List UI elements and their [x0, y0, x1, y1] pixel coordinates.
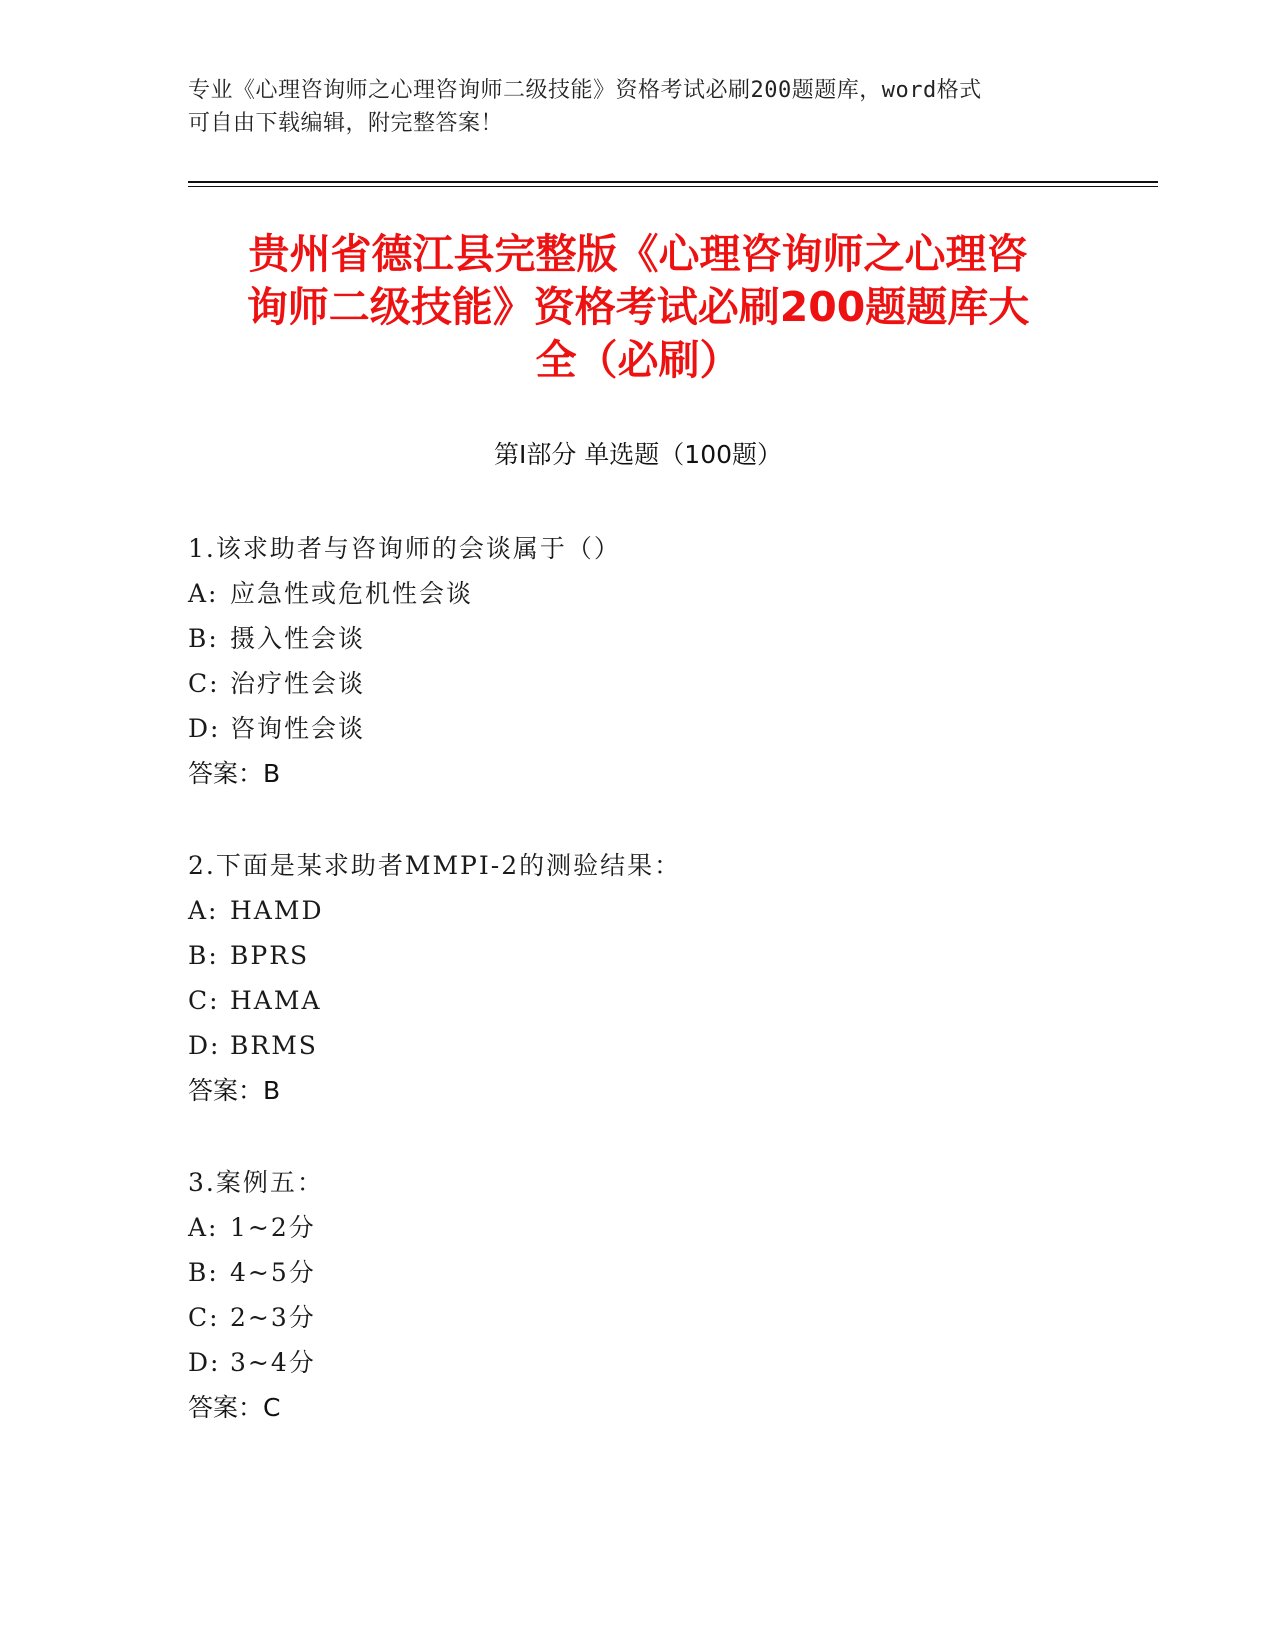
option-text: BPRS: [230, 941, 310, 970]
option-label: B:: [188, 941, 219, 970]
option-b: [188, 1250, 1088, 1295]
question-item: [188, 1160, 1088, 1430]
option-text: 咨询性会谈: [230, 714, 366, 743]
header-note-line-2: 可自由下载编辑，附完整答案！: [188, 111, 504, 136]
option-b: [188, 933, 1088, 978]
answer-line: 答案：C: [188, 1393, 281, 1422]
option-text: 摄入性会谈: [230, 624, 366, 653]
option-text: BRMS: [230, 1031, 318, 1060]
title-line-2: 询师二级技能》资格考试必刷200题题库大: [246, 283, 1030, 331]
option-label: C:: [188, 669, 220, 698]
header-note-line-1: 专业《心理咨询师之心理咨询师二级技能》资格考试必刷200题题库，word格式: [188, 78, 982, 103]
question-item: [188, 526, 1088, 796]
option-text: HAMA: [230, 986, 322, 1015]
title-line-3: 全（必刷）: [535, 336, 741, 384]
question-stem: 1.该求助者与咨询师的会谈属于（）: [188, 534, 621, 563]
option-label: B:: [188, 1258, 219, 1287]
option-c: [188, 661, 1088, 706]
header-divider-thin: [188, 186, 1158, 187]
question-stem: 3.案例五：: [188, 1168, 324, 1197]
option-text: HAMD: [230, 896, 324, 925]
option-label: A:: [188, 896, 219, 925]
option-d: [188, 706, 1088, 751]
option-text: 3~4分: [230, 1348, 316, 1377]
option-text: 4~5分: [230, 1258, 316, 1287]
option-a: [188, 571, 1088, 616]
option-label: D:: [188, 714, 221, 743]
question-item: [188, 843, 1088, 1113]
option-text: 治疗性会谈: [230, 669, 366, 698]
option-b: [188, 616, 1088, 661]
title-line-1: 贵州省德江县完整版《心理咨询师之心理咨: [248, 230, 1028, 278]
header-note: [188, 74, 1068, 140]
option-label: D:: [188, 1348, 221, 1377]
answer-line: 答案：B: [188, 1076, 281, 1105]
option-c: [188, 1295, 1088, 1340]
option-label: C:: [188, 986, 220, 1015]
option-d: [188, 1340, 1088, 1385]
option-text: 应急性或危机性会谈: [230, 579, 474, 608]
header-divider-thick: [188, 181, 1158, 183]
option-c: [188, 978, 1088, 1023]
question-stem: 2.下面是某求助者MMPI-2的测验结果：: [188, 851, 682, 880]
option-a: [188, 1205, 1088, 1250]
document-title: [188, 228, 1088, 387]
option-a: [188, 888, 1088, 933]
option-label: C:: [188, 1303, 220, 1332]
option-label: D:: [188, 1031, 221, 1060]
option-text: 1~2分: [230, 1213, 316, 1242]
option-d: [188, 1023, 1088, 1068]
section-heading: 第I部分 单选题（100题）: [493, 440, 783, 469]
option-label: A:: [188, 579, 219, 608]
option-text: 2~3分: [230, 1303, 316, 1332]
option-label: A:: [188, 1213, 219, 1242]
answer-line: 答案：B: [188, 759, 281, 788]
option-label: B:: [188, 624, 219, 653]
